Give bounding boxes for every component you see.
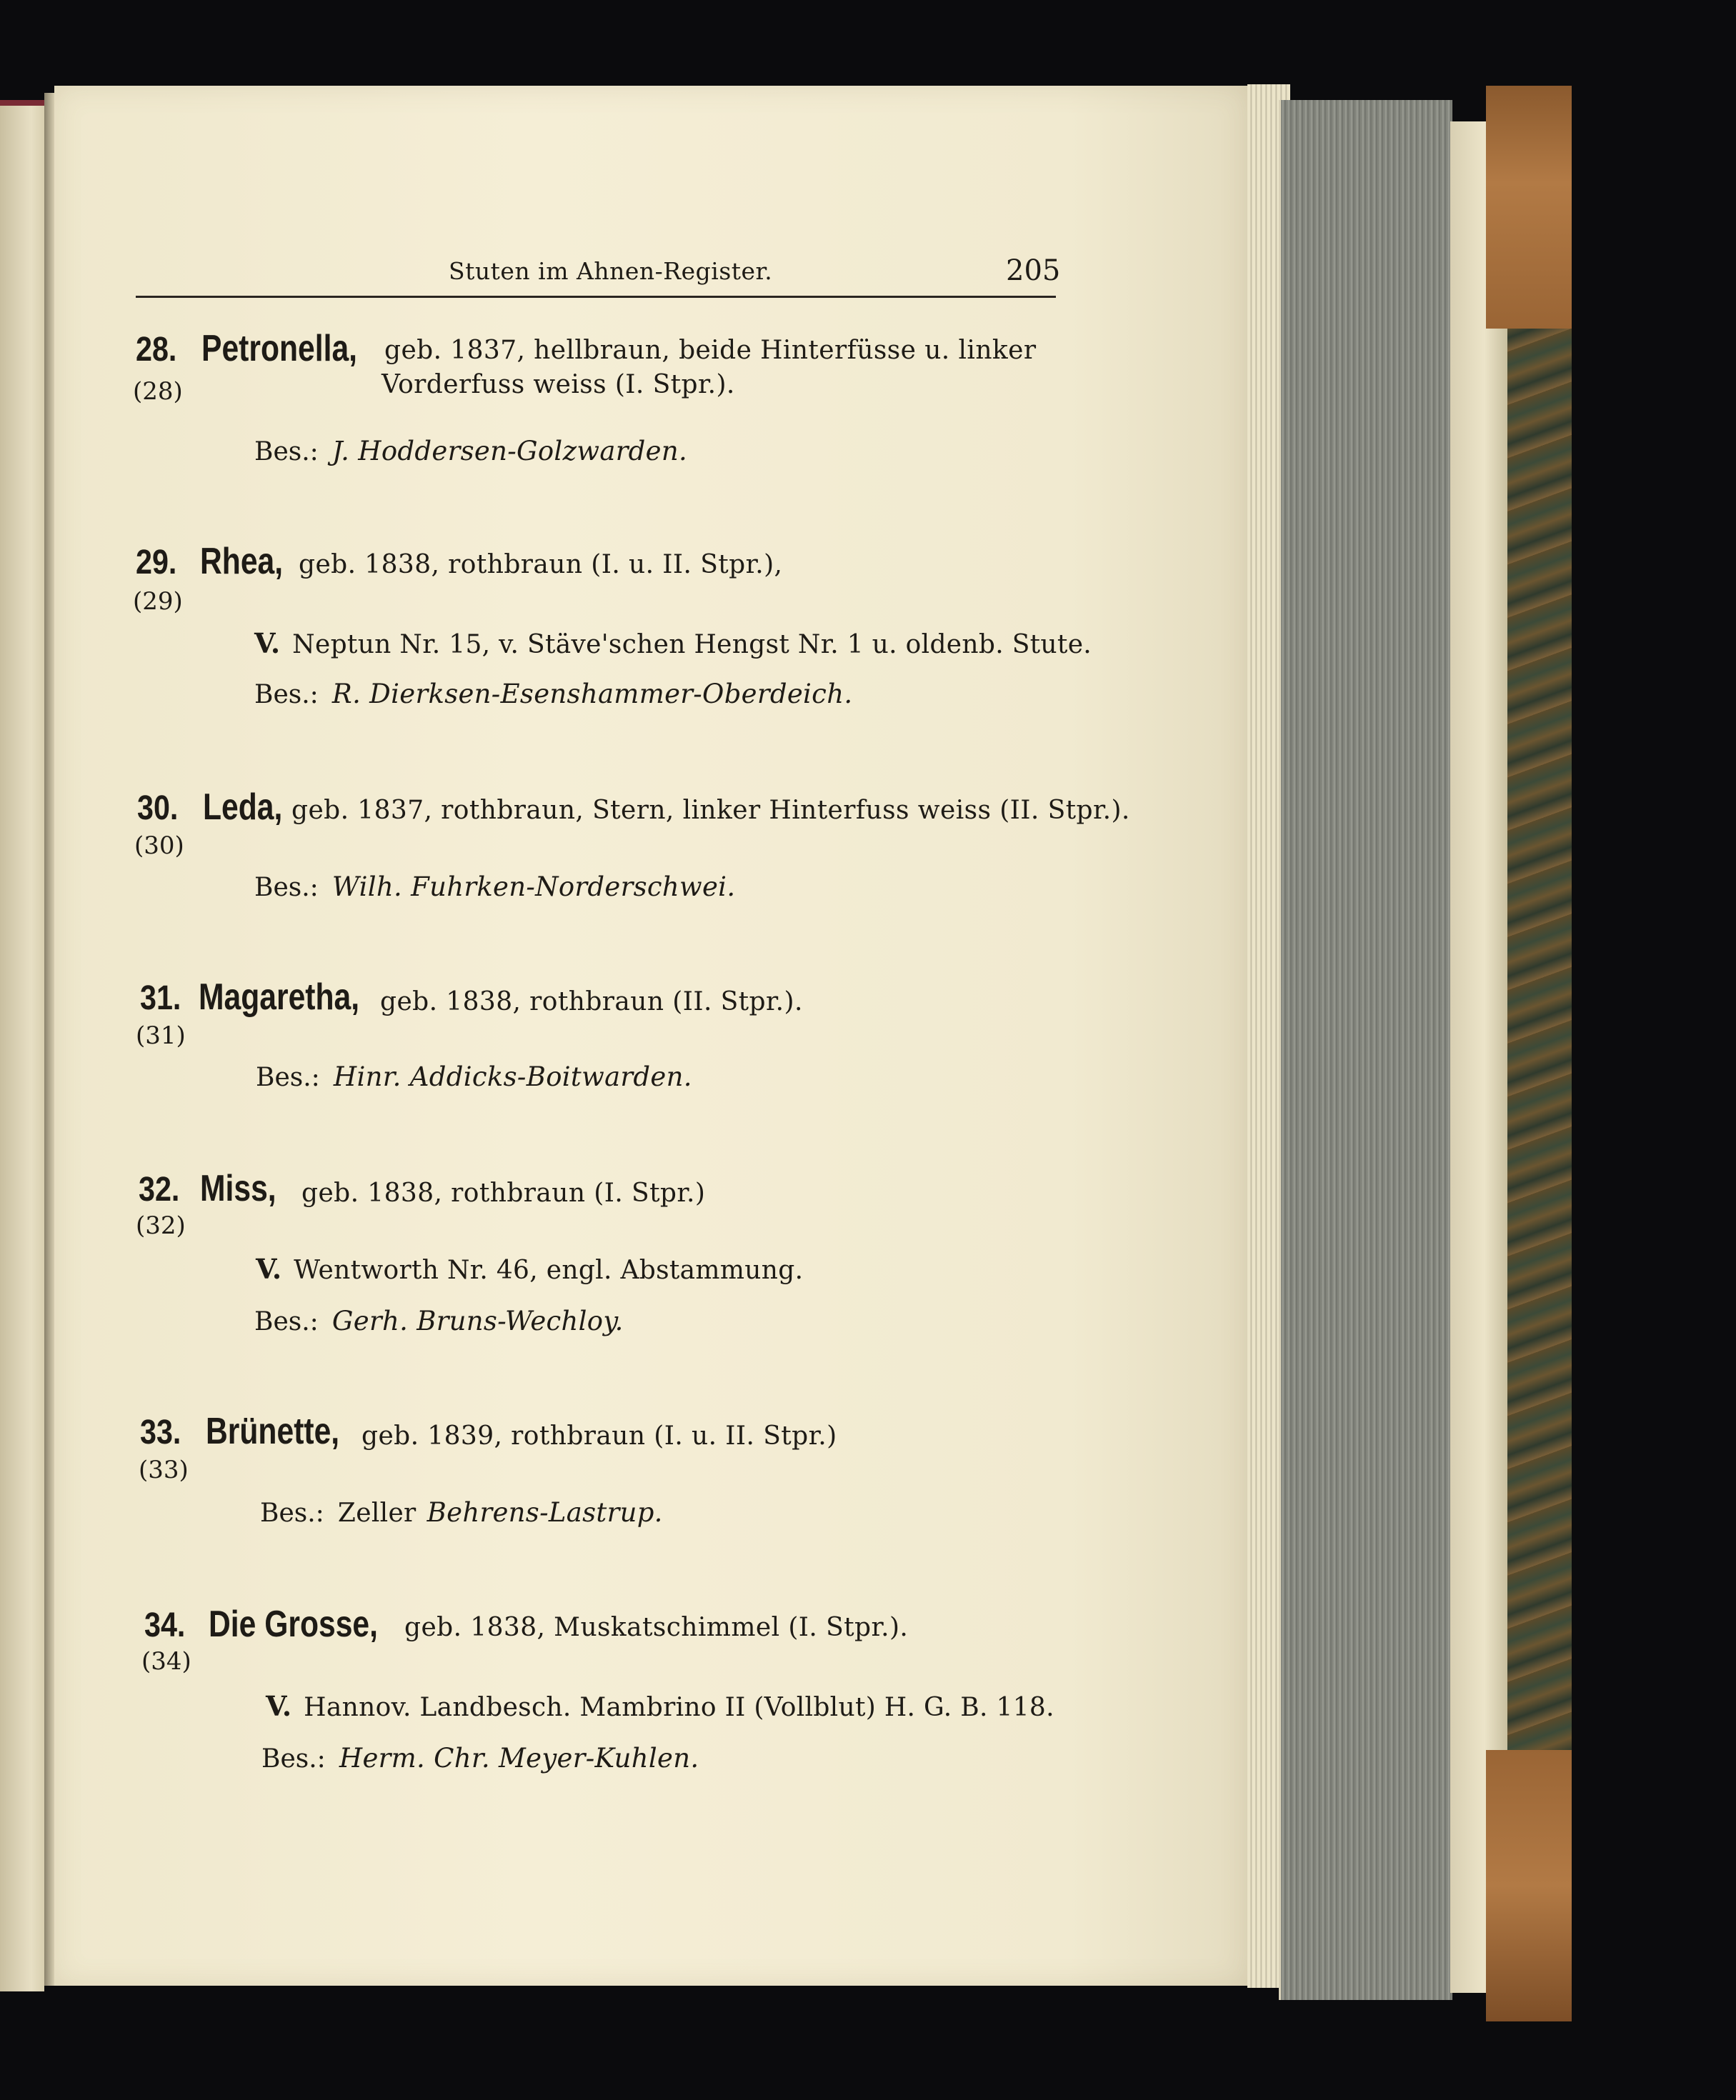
- owner-name: Herm. Chr. Meyer-Kuhlen.: [339, 1743, 699, 1774]
- entry-description: geb. 1839, rothbraun (I. u. II. Stpr.): [361, 1421, 837, 1451]
- entry-number: 31.: [140, 979, 181, 1017]
- entry-description: geb. 1837, hellbraun, beide Hinterfüsse u. linker: [384, 336, 1037, 365]
- mare-name: Leda,: [203, 786, 283, 828]
- entry-ref: (30): [134, 831, 184, 860]
- owner-title: Zeller: [337, 1499, 416, 1528]
- entry-description: geb. 1838, rothbraun (II. Stpr.).: [380, 987, 803, 1016]
- mare-name: Miss,: [200, 1168, 276, 1209]
- entry-ref: (29): [133, 587, 183, 616]
- lineage: Neptun Nr. 15, v. Stäve'schen Hengst Nr. 1 u. oldenb. Stute.: [292, 630, 1092, 659]
- leather-corner-top: [1486, 86, 1572, 329]
- owner-name: Wilh. Fuhrken-Norderschwei.: [331, 871, 736, 902]
- entry-description: geb. 1837, rothbraun, Stern, linker Hinterfuss weiss (II. Stpr.).: [291, 796, 1130, 825]
- entry-number: 34.: [144, 1606, 186, 1644]
- entry-ref: (28): [133, 377, 183, 406]
- entry-number: 28.: [136, 331, 177, 369]
- page-number: 205: [1006, 254, 1061, 287]
- header-rule: [136, 296, 1056, 298]
- text-block-edges: [1279, 100, 1452, 2000]
- owner-name: J. Hoddersen-Golzwarden.: [331, 436, 688, 466]
- mare-name: Brünette,: [206, 1411, 340, 1452]
- owner-label: Bes.:: [254, 1307, 319, 1336]
- mare-name: Die Grosse,: [209, 1604, 379, 1645]
- owner-label: Bes.:: [254, 680, 319, 709]
- owner-name: Gerh. Bruns-Wechloy.: [331, 1306, 624, 1336]
- entry-number: 32.: [139, 1171, 180, 1209]
- entry-ref: (32): [136, 1211, 186, 1240]
- entry-ref: (33): [139, 1456, 189, 1484]
- owner-label: Bes.:: [256, 1063, 320, 1092]
- owner-name: R. Dierksen-Esenshammer-Oberdeich.: [331, 679, 853, 709]
- endpaper: [1450, 121, 1507, 1993]
- lineage: Wentworth Nr. 46, engl. Abstammung.: [294, 1256, 804, 1285]
- entry-number: 30.: [137, 789, 179, 827]
- running-head-title: Stuten im Ahnen-Register.: [449, 257, 773, 285]
- owner-label: Bes.:: [260, 1499, 324, 1528]
- v-mark: V.: [256, 1253, 282, 1285]
- left-page-edge: [0, 100, 44, 1991]
- entry-ref: (34): [141, 1647, 191, 1676]
- mare-name: Rhea,: [200, 541, 284, 582]
- lineage: Hannov. Landbesch. Mambrino II (Vollblut) H. G. B. 118.: [304, 1693, 1054, 1722]
- marbled-cover: [1507, 86, 1572, 2014]
- entry-description-cont: Vorderfuss weiss (I. Stpr.).: [381, 370, 735, 399]
- v-mark: V.: [266, 1690, 292, 1722]
- entry-number: 29.: [136, 544, 177, 581]
- entry-ref: (31): [136, 1021, 186, 1050]
- owner-label: Bes.:: [254, 437, 319, 466]
- owner-name: Behrens-Lastrup.: [426, 1497, 663, 1528]
- owner-label: Bes.:: [261, 1744, 326, 1774]
- entry-description: geb. 1838, Muskatschimmel (I. Stpr.).: [404, 1613, 909, 1642]
- mare-name: Petronella,: [201, 328, 358, 369]
- v-mark: V.: [254, 627, 281, 659]
- leather-corner-bottom: [1486, 1750, 1572, 2021]
- owner-name: Hinr. Addicks-Boitwarden.: [333, 1061, 692, 1092]
- entry-number: 33.: [140, 1414, 181, 1451]
- entry-description: geb. 1838, rothbraun (I. Stpr.): [301, 1179, 706, 1208]
- book-gutter: [44, 93, 54, 1986]
- entry-description: geb. 1838, rothbraun (I. u. II. Stpr.),: [299, 550, 783, 579]
- mare-name: Magaretha,: [199, 976, 360, 1018]
- owner-label: Bes.:: [254, 873, 319, 902]
